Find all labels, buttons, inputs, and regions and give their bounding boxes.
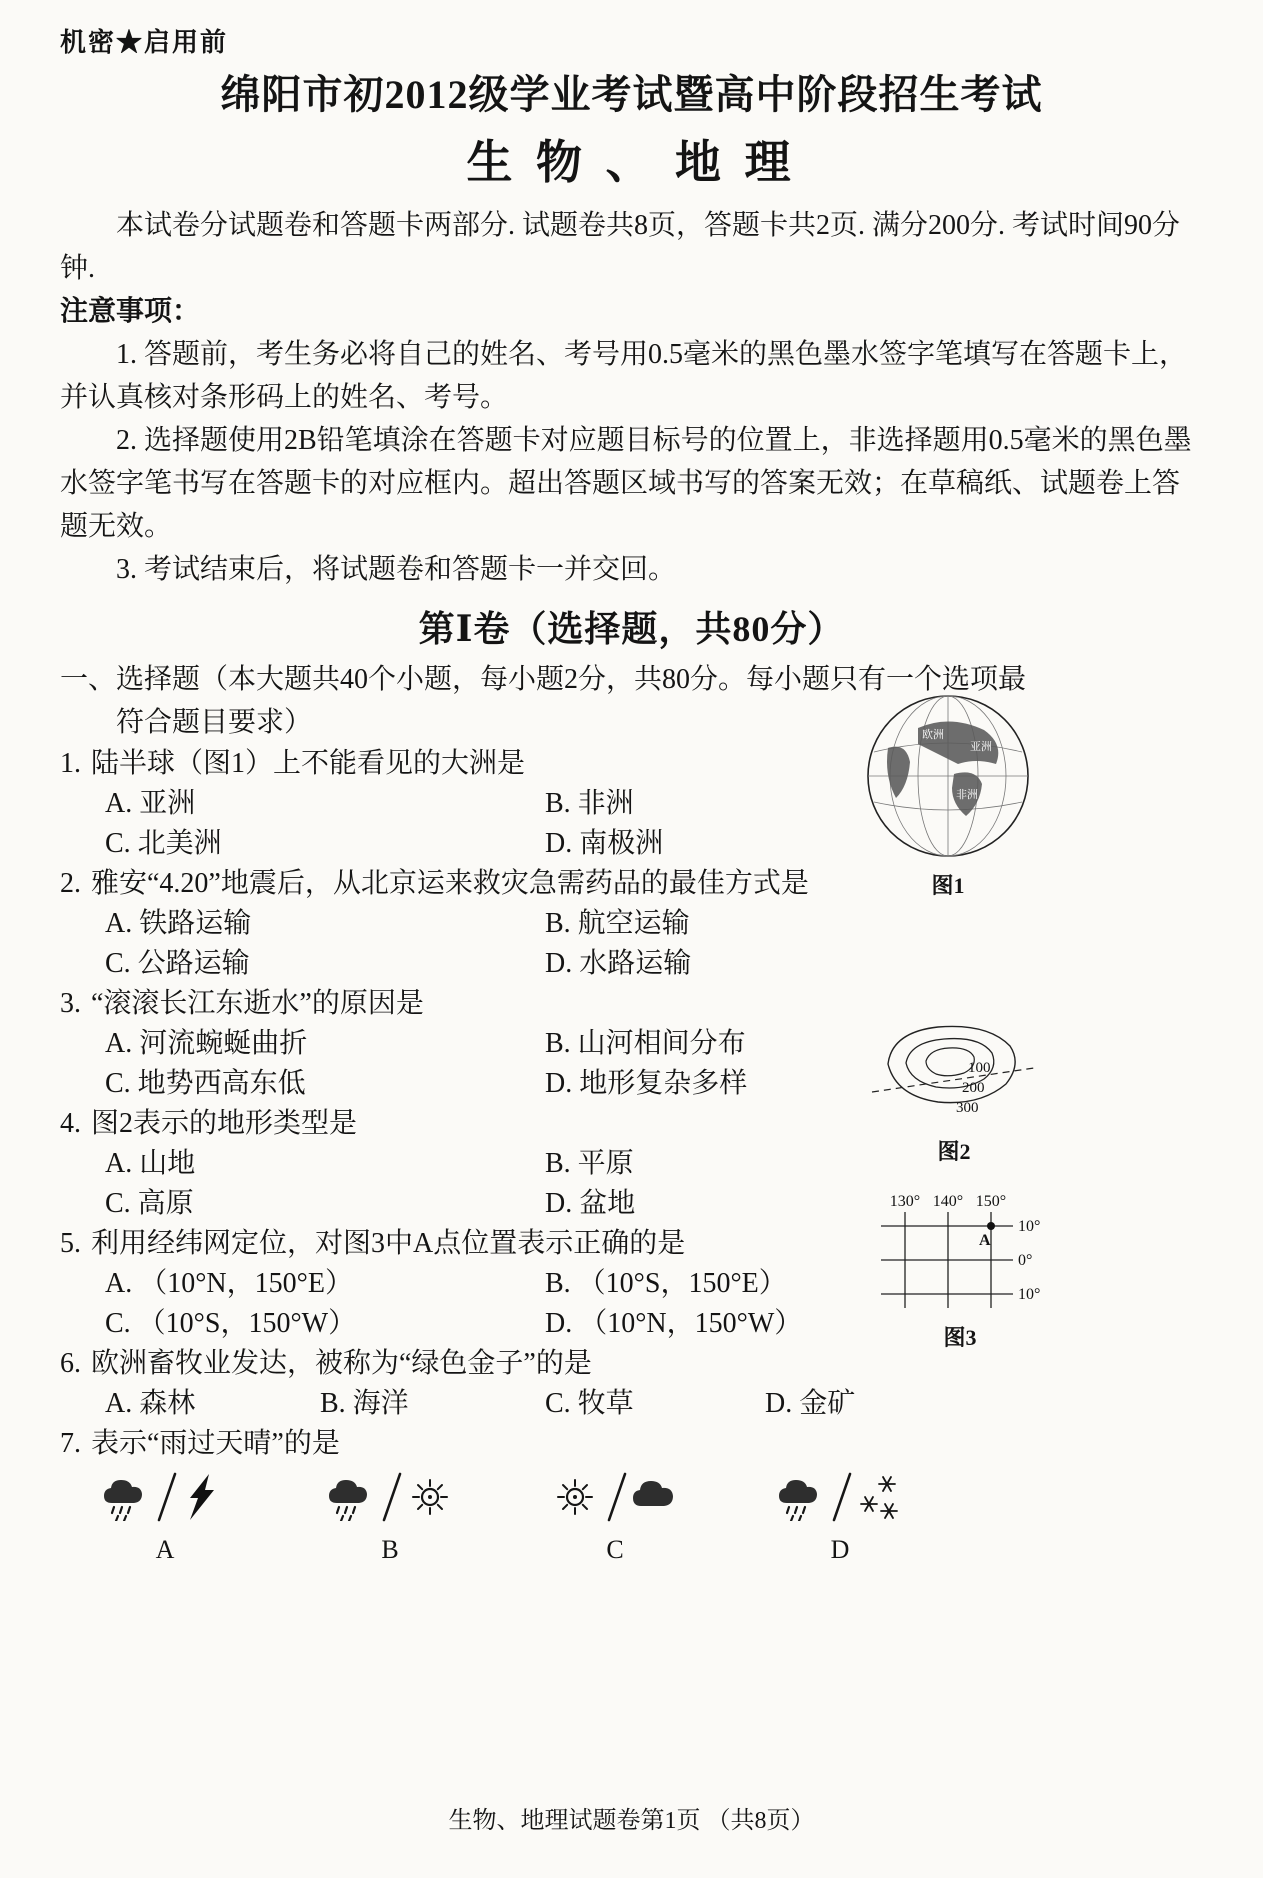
section-instruction: 一、选择题（本大题共40个小题，每小题2分，共80分。每小题只有一个选项最符合题目要求） xyxy=(60,664,1027,738)
option-b: B. 非洲 xyxy=(545,788,634,819)
option-a: A. 河流蜿蜒曲折 xyxy=(105,1028,308,1059)
weather-option-letter: A xyxy=(155,1535,175,1564)
figure-2 xyxy=(866,1016,1042,1166)
question-text: 利用经纬网定位，对图3中A点位置表示正确的是 xyxy=(91,1228,686,1259)
figure-3 xyxy=(872,1192,1048,1352)
contour-map xyxy=(870,1016,1038,1128)
slash-separator xyxy=(159,1474,175,1520)
weather-options-row xyxy=(60,1468,1203,1565)
longitude-label: 150° xyxy=(975,1193,1007,1210)
latitude-label: 10° xyxy=(1018,1218,1041,1235)
contour-label: 200 xyxy=(962,1080,985,1096)
latitude-label: 0° xyxy=(1018,1252,1033,1269)
raincloud-icon xyxy=(779,1480,817,1521)
longitude-label: 130° xyxy=(889,1193,921,1210)
options-grid xyxy=(60,904,1203,984)
figure-2-caption: 图2 xyxy=(937,1139,971,1164)
weather-symbols-d xyxy=(774,1468,906,1526)
notes-heading: 注意事项： xyxy=(60,296,201,327)
question-text: 图2表示的地形类型是 xyxy=(91,1108,358,1139)
option-c: C. 牧草 xyxy=(545,1388,634,1419)
slash-separator xyxy=(384,1474,400,1520)
figure-3-caption: 图3 xyxy=(943,1325,977,1350)
sun-icon xyxy=(413,1480,447,1514)
option-d: D. 水路运输 xyxy=(545,948,692,979)
point-a-label: A xyxy=(979,1232,991,1249)
options-row xyxy=(60,1384,1203,1424)
lightning-icon xyxy=(190,1474,214,1520)
figure-1 xyxy=(858,690,1038,900)
option-d: D. 南极洲 xyxy=(545,828,664,859)
weather-option-letter: D xyxy=(830,1535,850,1564)
classification-label: 机密★启用前 xyxy=(60,28,229,57)
question-number: 2. xyxy=(60,868,81,899)
weather-option-d xyxy=(770,1468,910,1565)
exam-description: 本试卷分试题卷和答题卡两部分. 试题卷共8页，答题卡共2页. 满分200分. 考试时间90分钟. xyxy=(60,210,1181,284)
lat-lon-grid xyxy=(877,1192,1043,1314)
option-d: D. 盆地 xyxy=(545,1188,636,1219)
continent-label: 亚洲 xyxy=(970,741,992,753)
option-a: A. （10°N，150°E） xyxy=(105,1268,353,1299)
option-b: B. 山河相间分布 xyxy=(545,1028,746,1059)
option-c: C. （10°S，150°W） xyxy=(105,1308,357,1339)
slash-separator xyxy=(834,1474,850,1520)
longitude-label: 140° xyxy=(932,1193,964,1210)
weather-symbols-b xyxy=(324,1468,456,1526)
sun-icon xyxy=(558,1480,592,1514)
snow-icon xyxy=(861,1477,897,1518)
question-number: 4. xyxy=(60,1108,81,1139)
question-6 xyxy=(60,1344,1203,1424)
subject-title: 生 物 、 地 理 xyxy=(466,137,797,188)
question-number: 3. xyxy=(60,988,81,1019)
weather-option-letter: C xyxy=(606,1535,624,1564)
option-b: B. 平原 xyxy=(545,1148,634,1179)
option-c: C. 公路运输 xyxy=(105,948,250,979)
option-b: B. （10°S，150°E） xyxy=(545,1268,787,1299)
weather-option-b xyxy=(320,1468,460,1565)
exam-title: 绵阳市初2012级学业考试暨高中阶段招生考试 xyxy=(220,72,1043,117)
option-d: D. （10°N，150°W） xyxy=(545,1308,803,1339)
option-d: D. 地形复杂多样 xyxy=(545,1068,748,1099)
option-a: A. 山地 xyxy=(105,1148,196,1179)
option-c: C. 地势西高东低 xyxy=(105,1068,306,1099)
latitude-labels xyxy=(1018,1218,1040,1303)
raincloud-icon xyxy=(104,1480,142,1521)
weather-symbols-c xyxy=(549,1468,681,1526)
figure-1-caption: 图1 xyxy=(931,873,965,898)
contour-label: 100 xyxy=(968,1060,991,1076)
weather-option-c xyxy=(545,1468,685,1565)
question-number: 7. xyxy=(60,1428,81,1459)
question-text: 雅安“4.20”地震后，从北京运来救灾急需药品的最佳方式是 xyxy=(91,868,809,899)
contour-lines xyxy=(888,1026,1015,1102)
point-a-dot xyxy=(987,1222,995,1230)
note-item-3: 3. 考试结束后，将试题卷和答题卡一并交回。 xyxy=(116,554,677,585)
continent-label: 欧洲 xyxy=(922,729,944,741)
note-item-1: 1. 答题前，考生务必将自己的姓名、考号用0.5毫米的黑色墨水签字笔填写在答题卡上，并认真核对条形码上的姓名、考号。 xyxy=(60,339,1188,413)
longitude-labels xyxy=(890,1193,1006,1210)
land-hemisphere-globe xyxy=(862,690,1034,862)
latitude-label: 10° xyxy=(1018,1286,1041,1303)
cloud-icon xyxy=(633,1481,673,1506)
raincloud-icon xyxy=(329,1480,367,1521)
weather-option-letter: B xyxy=(381,1535,399,1564)
weather-option-a xyxy=(95,1468,235,1565)
page-footer: 生物、地理试题卷第1页 （共8页） xyxy=(448,1808,815,1834)
question-text: 陆半球（图1）上不能看见的大洲是 xyxy=(91,748,526,779)
option-b: B. 航空运输 xyxy=(545,908,690,939)
contour-label: 300 xyxy=(956,1100,979,1116)
question-text: “滚滚长江东逝水”的原因是 xyxy=(91,988,424,1019)
slash-separator xyxy=(609,1474,625,1520)
question-7 xyxy=(60,1424,1203,1565)
option-c: C. 高原 xyxy=(105,1188,194,1219)
weather-symbols-a xyxy=(99,1468,231,1526)
contour-value-labels xyxy=(956,1060,991,1116)
option-d: D. 金矿 xyxy=(765,1388,856,1419)
note-item-2: 2. 选择题使用2B铅笔填涂在答题卡对应题目标号的位置上，非选择题用0.5毫米的黑色墨水签字笔书写在答题卡的对应框内。超出答题区域书写的答案无效；在草稿纸、试题卷上答题无效。 xyxy=(60,425,1192,542)
option-b: B. 海洋 xyxy=(320,1388,409,1419)
continent-label: 非洲 xyxy=(956,789,978,801)
option-a: A. 森林 xyxy=(105,1388,196,1419)
question-number: 1. xyxy=(60,748,81,779)
question-number: 5. xyxy=(60,1228,81,1259)
question-number: 6. xyxy=(60,1348,81,1379)
option-a: A. 亚洲 xyxy=(105,788,196,819)
question-text: 欧洲畜牧业发达，被称为“绿色金子”的是 xyxy=(91,1348,592,1379)
option-a: A. 铁路运输 xyxy=(105,908,252,939)
question-text: 表示“雨过天晴”的是 xyxy=(91,1428,340,1459)
section-title: 第Ⅰ卷（选择题，共80分） xyxy=(418,609,845,649)
option-c: C. 北美洲 xyxy=(105,828,222,859)
